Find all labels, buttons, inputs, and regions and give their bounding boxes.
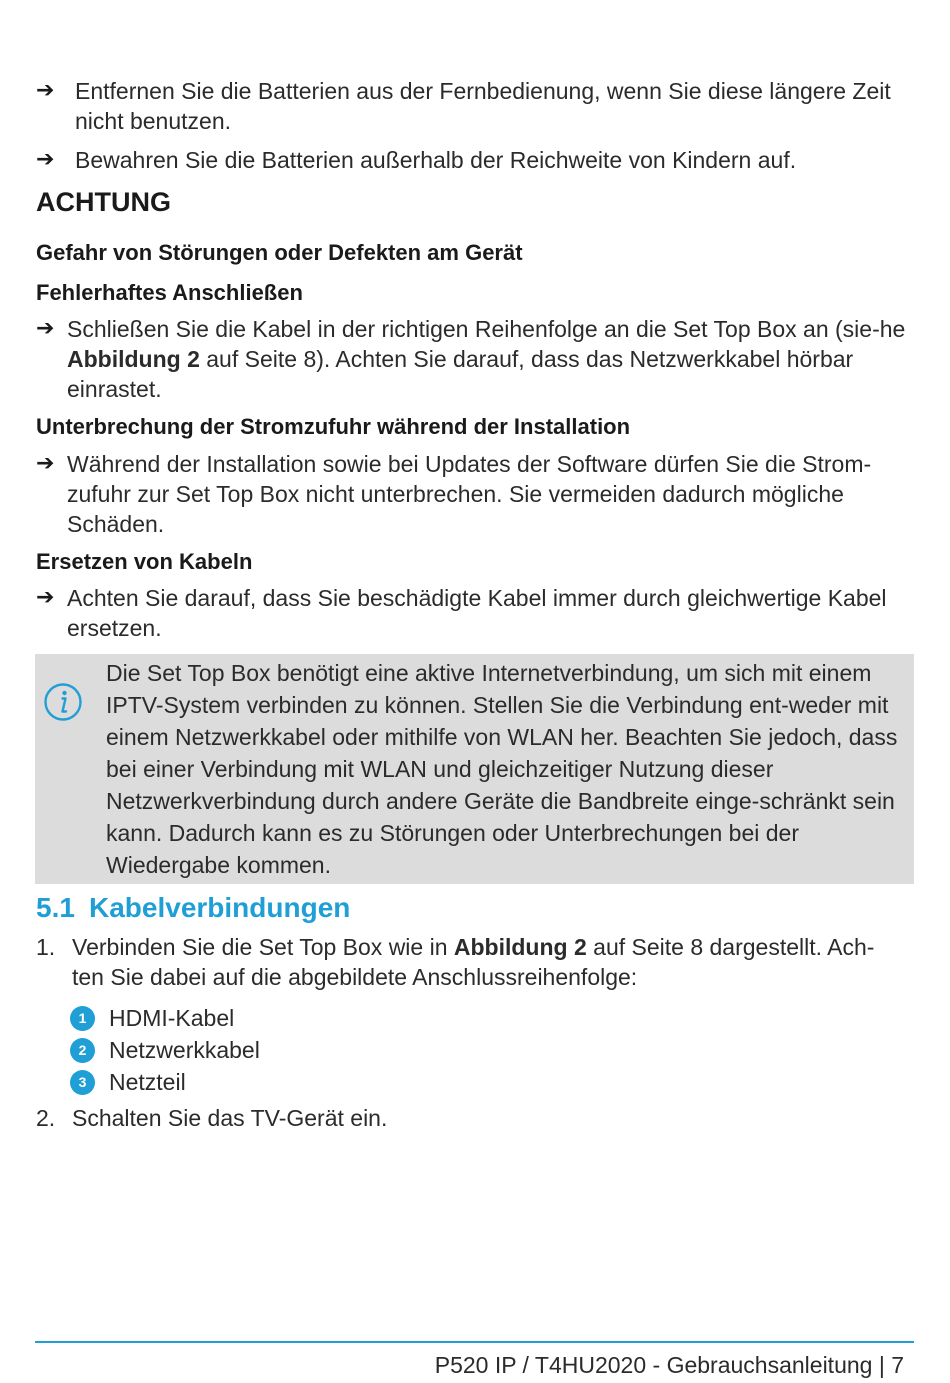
bullet-text: Achten Sie darauf, dass Sie beschädigte Kabel immer durch gleichwertige Kabel ersetzen.: [67, 585, 887, 641]
step-1: [36, 932, 906, 992]
number-badge: 1: [70, 1006, 95, 1031]
step-text-part: auf Seite 8 dargestellt. Ach-ten Sie dabei auf die abgebildete Anschlussreihenfolge:: [72, 934, 875, 990]
arrow-right-icon: ➔: [36, 147, 55, 172]
arrow-right-icon: ➔: [36, 585, 55, 610]
bullet-text: Bewahren Sie die Batterien außerhalb der Reichweite von Kindern auf.: [75, 147, 797, 173]
bullet-remove-batteries: [36, 76, 921, 136]
number-badge: 2: [70, 1038, 95, 1063]
bullet-power-interruption: [36, 449, 921, 539]
bullet-text: Während der Installation sowie bei Updates der Software dürfen Sie die Strom-zufuhr zur Set Top Box nicht unterbrechen. Sie vermeiden dadurch mögliche Schäden.: [67, 451, 872, 537]
bullet-text-part: Schließen Sie die Kabel in der richtigen Reihenfolge an die Set Top Box an (sie-he: [67, 316, 906, 342]
section-title: Kabelverbindungen: [89, 892, 351, 923]
warning-heading-connection: Fehlerhaftes Anschließen: [36, 280, 303, 305]
figure-reference: Abbildung 2: [453, 934, 587, 960]
bullet-replace-cables: [36, 583, 921, 643]
step-text-part: Verbinden Sie die Set Top Box wie in: [72, 934, 454, 960]
info-note: [35, 654, 914, 884]
number-badge: 3: [70, 1070, 95, 1095]
bullet-keep-batteries: [36, 145, 921, 175]
step-number: 1.: [36, 934, 56, 960]
warning-subtitle: Gefahr von Störungen oder Defekten am Gerät: [36, 240, 523, 265]
warning-title: ACHTUNG: [36, 187, 171, 217]
page-footer: P520 IP / T4HU2020 - Gebrauchsanleitung | 7: [434, 1352, 904, 1378]
info-icon: [43, 682, 83, 722]
arrow-right-icon: ➔: [36, 78, 55, 103]
bullet-text: [36, 314, 921, 404]
step-number: 2.: [36, 1105, 56, 1131]
bullet-text-part: auf Seite 8). Achten Sie darauf, dass das Netzwerkkabel hörbar einrastet.: [67, 346, 854, 402]
footer-divider: [35, 1341, 914, 1343]
bullet-connect-cables: [36, 314, 921, 404]
bullet-text: Entfernen Sie die Batterien aus der Fernbedienung, wenn Sie diese längere Zeit nicht benutzen.: [75, 78, 891, 134]
step-2: [36, 1103, 906, 1133]
section-number: 5.1: [36, 892, 75, 923]
connection-label: Netzwerkkabel: [109, 1037, 260, 1063]
arrow-right-icon: ➔: [36, 451, 55, 476]
info-note-text: Die Set Top Box benötigt eine aktive Internetverbindung, um sich mit einem IPTV-System verbinden zu können. Stellen Sie die Verbindung ent-weder mit einem Netzwerkkabel oder mithilfe von WLAN her. Beachten Sie jedoch, dass bei einer Verbindung mit WLAN und gleichzeitiger Nutzung dieser Netzwerkverbindung durch andere Geräte die Bandbreite einge-schränkt sein kann. Dadurch kann es zu Störungen oder Unterbrechungen bei der Wiedergabe kommen.: [106, 660, 898, 878]
warning-heading-power: Unterbrechung der Stromzufuhr während der Installation: [36, 414, 631, 439]
warning-heading-cables: Ersetzen von Kabeln: [36, 549, 253, 574]
connection-label: Netzteil: [109, 1069, 186, 1095]
section-heading: [36, 892, 350, 924]
step-text: Schalten Sie das TV-Gerät ein.: [72, 1105, 388, 1131]
connection-label: HDMI-Kabel: [109, 1005, 235, 1031]
figure-reference: Abbildung 2: [67, 346, 200, 372]
arrow-right-icon: ➔: [36, 316, 55, 341]
step-text: [36, 932, 906, 992]
